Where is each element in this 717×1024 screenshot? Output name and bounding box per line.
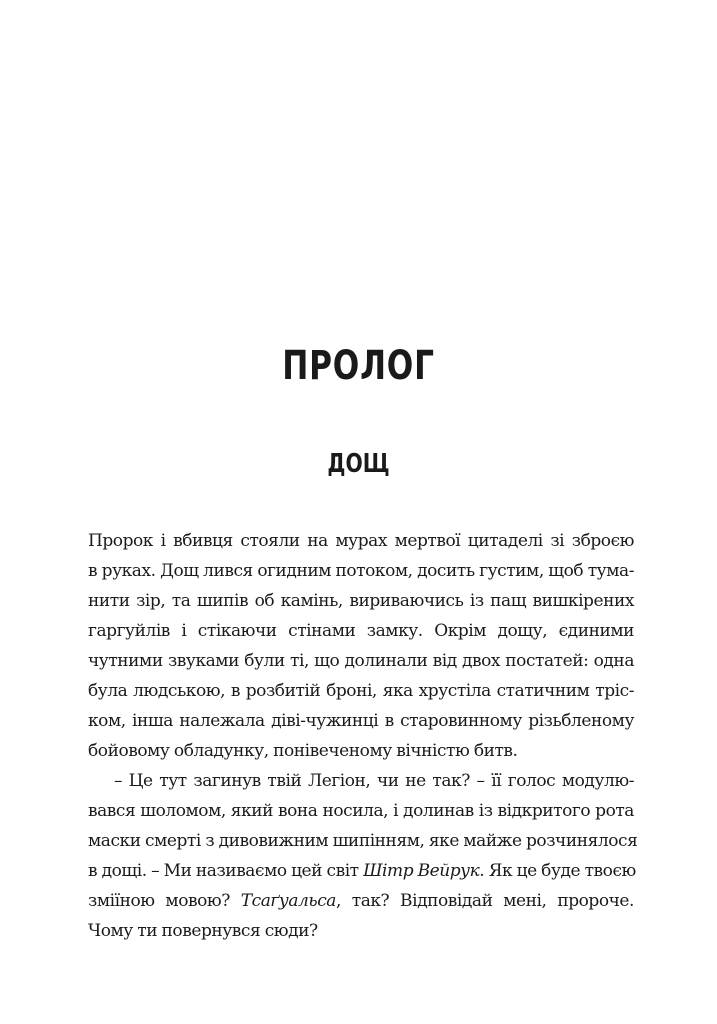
paragraph-2 (88, 766, 638, 946)
paragraph-1 (88, 526, 634, 766)
text-line: чутними звуками були ті, що долинали від двох постатей: одна (88, 651, 634, 671)
text-line (88, 886, 634, 916)
text-line: – Це тут загинув твій Легіон, чи не так? – її голос модулю- (114, 771, 634, 791)
text-line: нити зір, та шипів об камінь, вириваючись із пащ вишкірених (88, 591, 634, 611)
text-line: бойовому обладунку, понівеченому вічністю битв. (88, 741, 518, 761)
italic-world-name: Тсаґуальса (240, 891, 336, 911)
text-line: вався шоломом, який вона носила, і долинав із відкритого рота (88, 801, 634, 821)
text-line: гаргуйлів і стікаючи стінами замку. Окрім дощу, єдиними (88, 621, 634, 641)
body-text (88, 526, 638, 946)
text-fragment: , так? Відповідай мені, пророче. (335, 891, 634, 911)
text-line: маски смерті з дивовижним шипінням, яке майже розчинялося (88, 831, 638, 851)
chapter-title: ПРОЛОГ (282, 343, 435, 389)
text-line (88, 856, 634, 886)
text-line: була людською, в розбитій броні, яка хрустіла статичним тріс- (88, 681, 634, 701)
text-line: Пророк і вбивця стояли на мурах мертвої цитаделі зі зброєю (88, 531, 634, 551)
text-fragment: в дощі. – Ми називаємо цей світ (88, 861, 364, 881)
text-line: Чому ти повернувся сюди? (88, 921, 318, 941)
italic-world-name: Шітр Вейрук (363, 861, 480, 881)
text-fragment: . Як це буде твоєю (479, 861, 636, 881)
chapter-subtitle: ДОЩ (327, 449, 390, 479)
text-line: в руках. Дощ лився огидним потоком, досить густим, щоб тума- (88, 561, 634, 581)
text-fragment: зміїною мовою? (88, 891, 241, 911)
text-line: ком, інша належала діві-чужинці в старовинному різьбленому (88, 711, 634, 731)
